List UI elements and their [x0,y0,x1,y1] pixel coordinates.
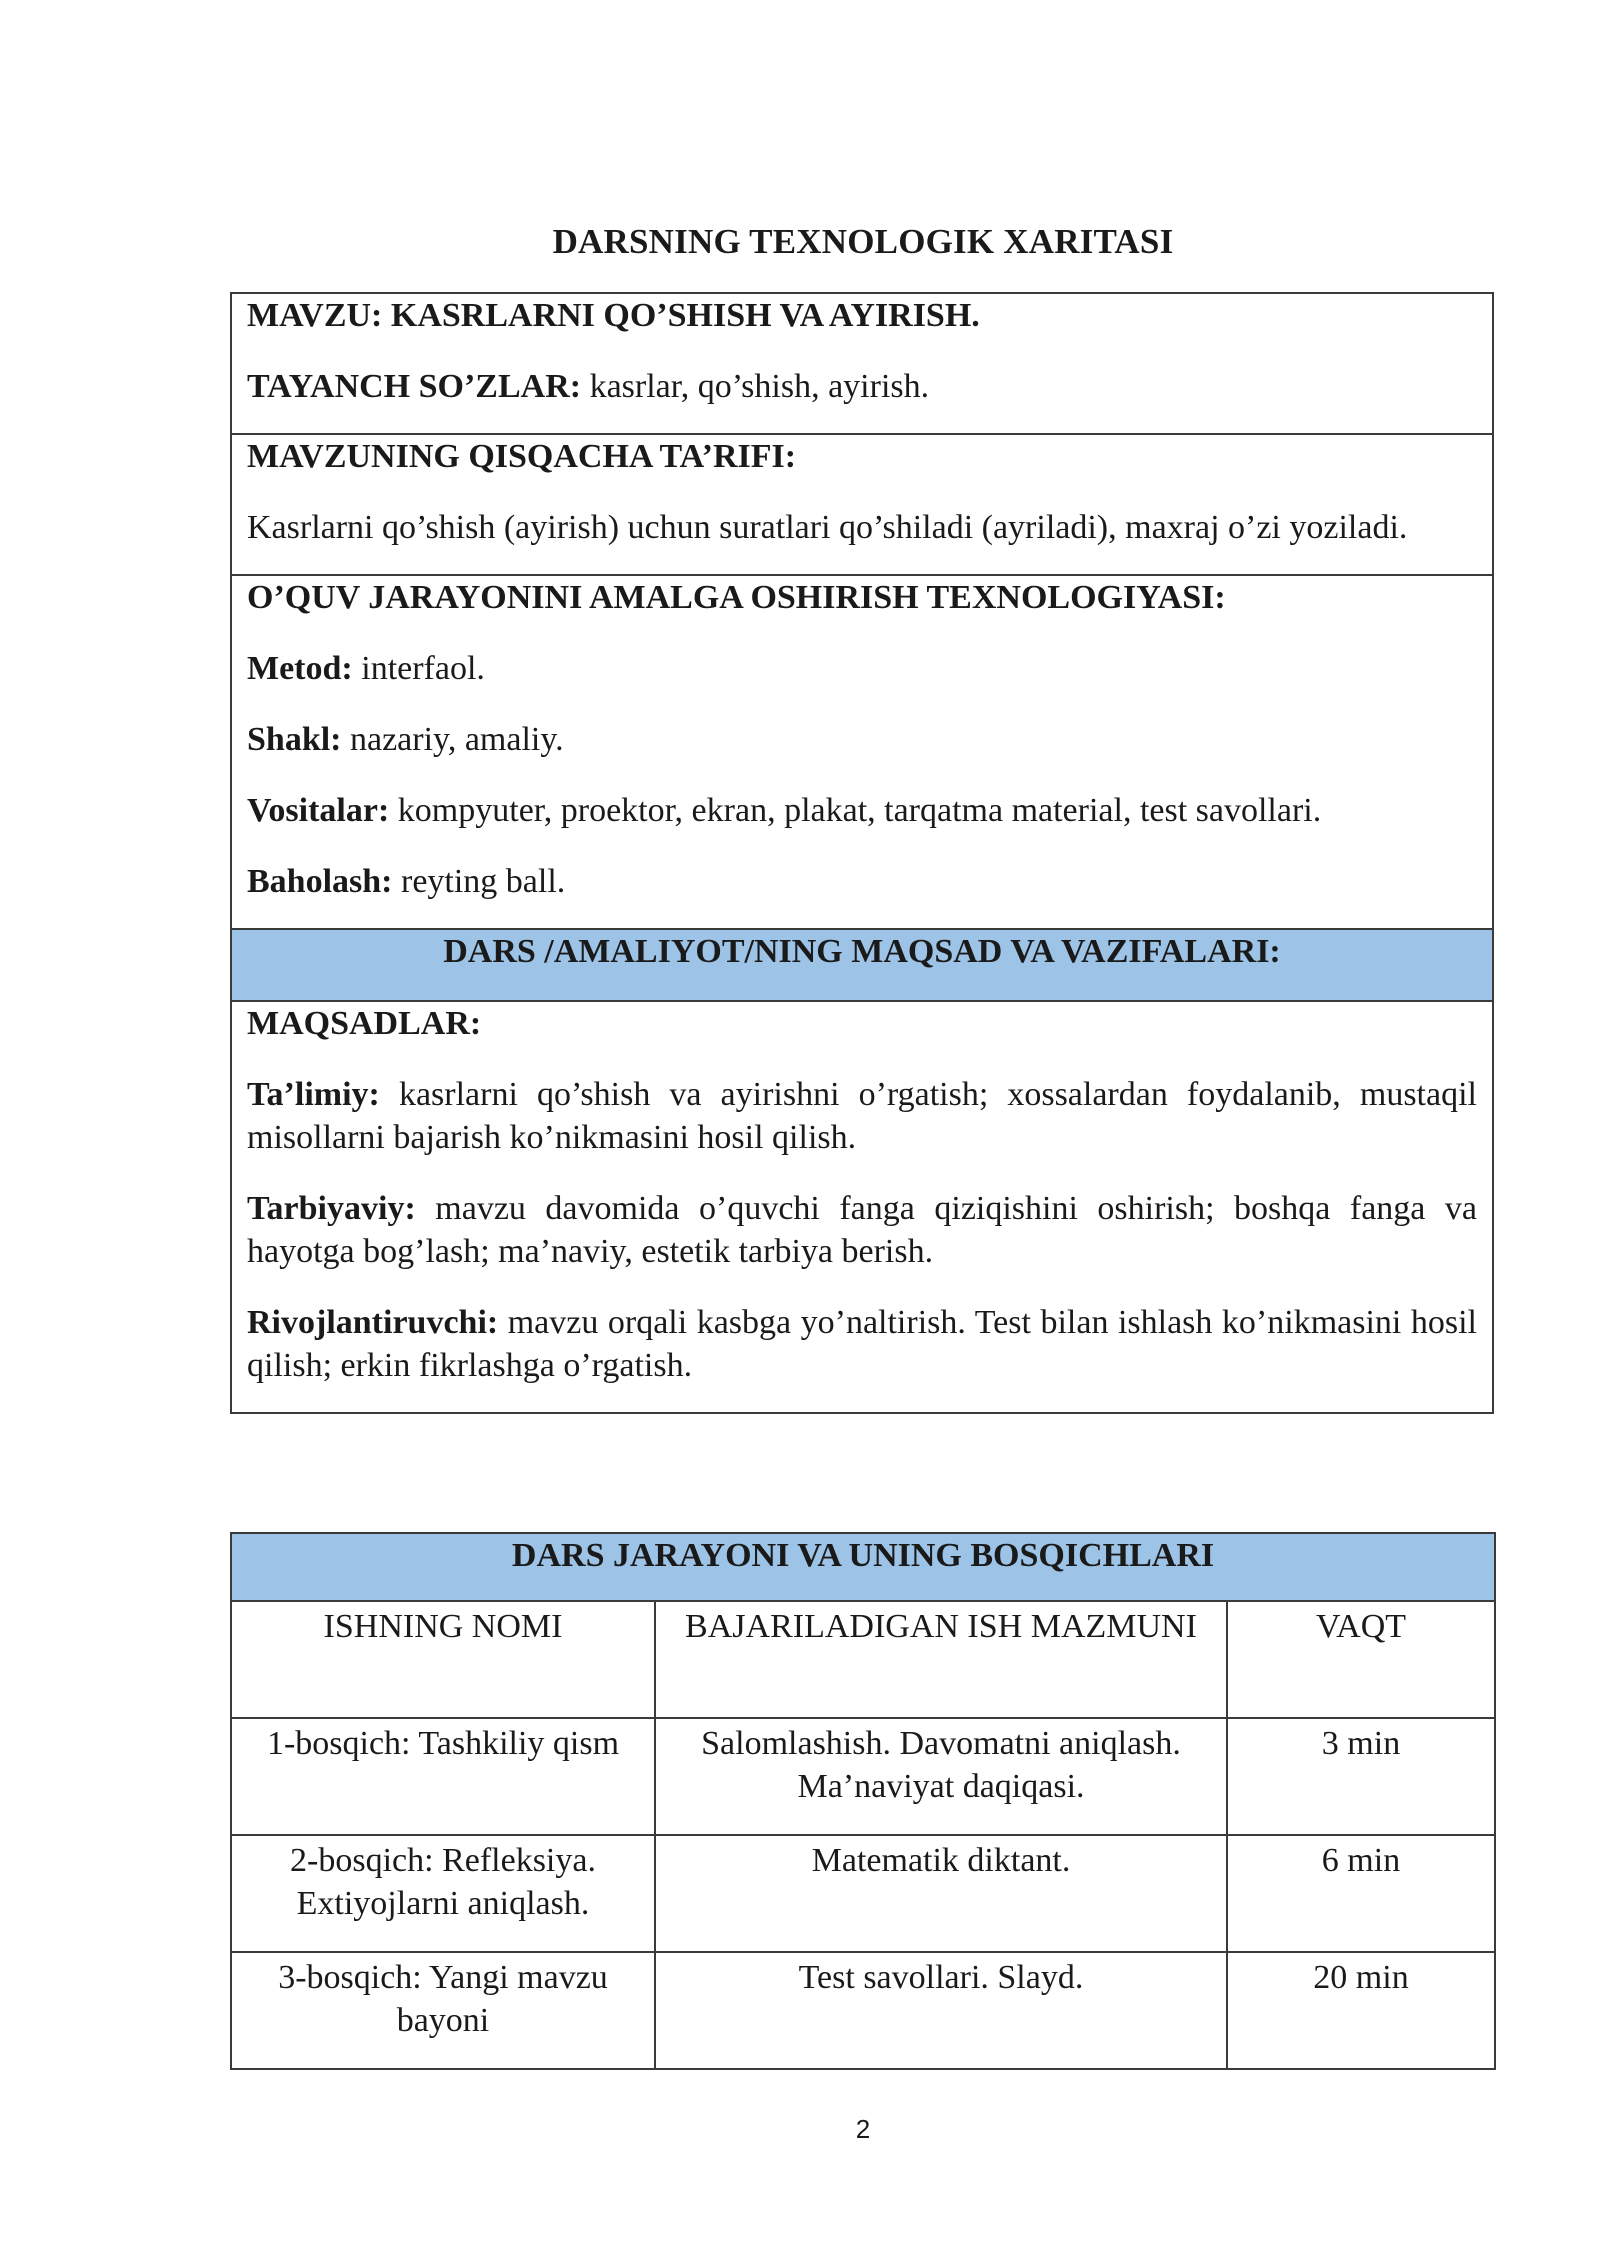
goal-item-value: kasrlarni qo’shish va ayirishni o’rgatish; xossalardan foydalanib, mustaqil misollarni bajarish ko’nikmasini hosil qilish. [247,1076,1477,1156]
goals-cell [231,1001,1493,1413]
technology-item-value: interfaol. [352,650,485,687]
goal-item-value: mavzu davomida o’quvchi fanga qiziqishini oshirish; boshqa fanga va hayotga bog’lash; ma’naviy, estetik tarbiya berish. [247,1190,1477,1270]
table-row [231,1835,1495,1952]
technology-item [247,718,1477,761]
stages-header-row [231,1533,1495,1601]
technology-label: O’QUV JARAYONINI AMALGA OSHIRISH TEXNOLOGIYASI: [247,579,1226,616]
stage-name-cell: 3-bosqich: Yangi mavzu bayoni [231,1952,655,2069]
technology-item-value: nazariy, amaliy. [341,721,564,758]
technology-row [231,575,1493,929]
summary-label: MAVZUNING QISQACHA TA’RIFI: [247,438,797,475]
summary-cell [231,434,1493,575]
technology-item [247,647,1477,690]
lesson-info-table [230,292,1494,1414]
stage-name-cell: 1-bosqich: Tashkiliy qism [231,1718,655,1835]
column-header: BAJARILADIGAN ISH MAZMUNI [655,1601,1227,1718]
topic-cell [231,293,1493,434]
keywords-label: TAYANCH SO’ZLAR: [247,368,582,405]
stage-time-cell: 6 min [1227,1835,1495,1952]
goal-item [247,1187,1477,1273]
keywords-value: kasrlar, qo’shish, ayirish. [581,368,930,405]
goal-item-key: Ta’limiy: [247,1076,380,1113]
summary-text: Kasrlarni qo’shish (ayirish) uchun suratlari qo’shiladi (ayriladi), maxraj o’zi yoziladi. [247,509,1408,546]
lesson-stages-table [230,1532,1496,2070]
stage-content-cell: Matematik diktant. [655,1835,1227,1952]
table-row [231,1952,1495,2069]
goal-item-key: Rivojlantiruvchi: [247,1304,499,1341]
technology-item-key: Shakl: [247,721,342,758]
goals-header-row [231,929,1493,1001]
stage-name-cell: 2-bosqich: Refleksiya. Extiyojlarni aniqlash. [231,1835,655,1952]
technology-item-value: reyting ball. [392,863,566,900]
stage-content-cell: Salomlashish. Davomatni aniqlash. Ma’naviyat daqiqasi. [655,1718,1227,1835]
goal-item [247,1073,1477,1159]
goal-item-key: Tarbiyaviy: [247,1190,416,1227]
page-number: 2 [855,2114,871,2144]
technology-item-key: Vositalar: [247,792,390,829]
column-header: ISHNING NOMI [231,1601,655,1718]
stages-columns-row [231,1601,1495,1718]
topic-row [231,293,1493,434]
technology-item-key: Metod: [247,650,353,687]
keywords-line [247,365,1477,408]
column-header: VAQT [1227,1601,1495,1718]
topic-label: MAVZU: KASRLARNI QO’SHISH VA AYIRISH. [247,297,980,334]
technology-item [247,789,1477,832]
goal-item [247,1301,1477,1387]
summary-row [231,434,1493,575]
table-row [231,1718,1495,1835]
goal-item-value: mavzu orqali kasbga yo’naltirish. Test bilan ishlash ko’nikmasini hosil qilish; erkin fikrlashga o’rgatish. [247,1304,1477,1384]
stages-header: DARS JARAYONI VA UNING BOSQICHLARI [231,1533,1495,1601]
goals-header: DARS /AMALIYOT/NING MAQSAD VA VAZIFALARI: [231,929,1493,1001]
technology-cell [231,575,1493,929]
goals-row [231,1001,1493,1413]
stage-time-cell: 20 min [1227,1952,1495,2069]
technology-item [247,860,1477,903]
technology-item-key: Baholash: [247,863,393,900]
technology-item-value: kompyuter, proektor, ekran, plakat, tarqatma material, test savollari. [389,792,1322,829]
page-title: DARSNING TEXNOLOGIK XARITASI [552,222,1174,261]
goals-label: MAQSADLAR: [247,1005,482,1042]
stage-content-cell: Test savollari. Slayd. [655,1952,1227,2069]
stage-time-cell: 3 min [1227,1718,1495,1835]
